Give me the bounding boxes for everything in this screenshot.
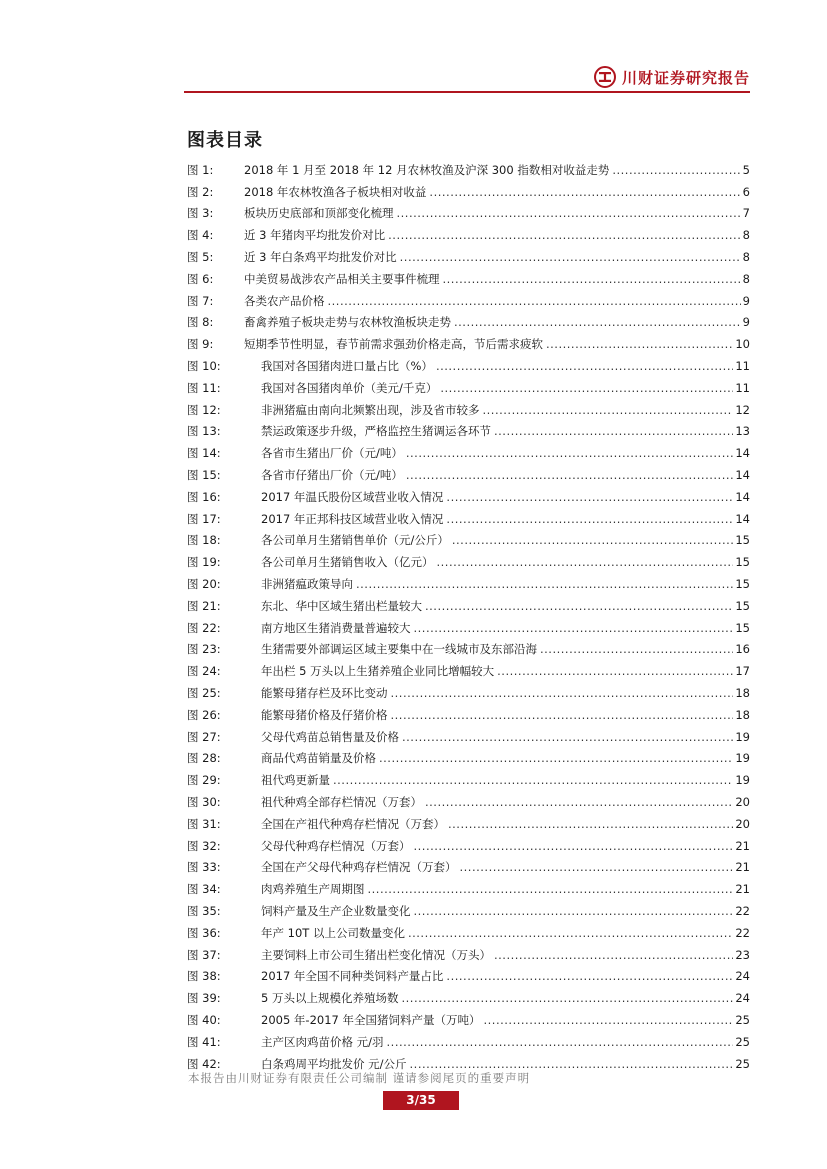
toc-figure-label: 图 29: bbox=[187, 773, 221, 788]
toc-entry[interactable] bbox=[187, 639, 750, 661]
toc-page-number: 22 bbox=[735, 903, 750, 918]
toc-page-number: 9 bbox=[742, 315, 750, 330]
toc-dot-leader bbox=[410, 1057, 734, 1071]
toc-entry[interactable] bbox=[187, 748, 750, 770]
toc-dot-leader bbox=[379, 751, 733, 765]
toc-figure-label: 图 6: bbox=[187, 271, 214, 286]
toc-entry[interactable] bbox=[187, 181, 750, 203]
toc-figure-label: 图 30: bbox=[187, 795, 221, 809]
toc-figure-title: 非洲猪瘟政策导向 bbox=[261, 577, 353, 592]
toc-page-number: 14 bbox=[735, 468, 750, 483]
toc-page-number: 9 bbox=[742, 293, 750, 308]
toc-figure-label: 图 35: bbox=[187, 903, 221, 918]
toc-entry[interactable] bbox=[187, 442, 750, 464]
toc-page-number: 21 bbox=[735, 838, 750, 853]
toc-entry[interactable] bbox=[187, 813, 750, 835]
toc-page-number: 21 bbox=[735, 882, 750, 897]
toc-dot-leader bbox=[406, 468, 733, 482]
toc-figure-label: 图 7: bbox=[187, 293, 214, 308]
toc-entry-body bbox=[244, 707, 750, 723]
toc-entry-body bbox=[244, 729, 750, 745]
toc-dot-leader bbox=[497, 664, 733, 678]
toc-dot-leader bbox=[443, 272, 741, 286]
toc-dot-leader bbox=[446, 512, 733, 526]
toc-dot-leader bbox=[388, 228, 741, 242]
toc-dot-leader bbox=[425, 795, 733, 809]
toc-figure-label: 图 8: bbox=[187, 315, 214, 330]
toc-entry[interactable] bbox=[187, 377, 750, 399]
toc-entry-body bbox=[244, 271, 750, 287]
toc-entry[interactable] bbox=[187, 355, 750, 377]
toc-figure-title: 近 3 年白条鸡平均批发价对比 bbox=[244, 250, 397, 265]
toc-page-number: 15 bbox=[735, 555, 750, 570]
toc-entry[interactable] bbox=[187, 944, 750, 966]
toc-figure-title: 各公司单月生猪销售单价（元/公斤） bbox=[261, 533, 449, 548]
toc-page-number: 25 bbox=[735, 1034, 750, 1049]
toc-entry[interactable] bbox=[187, 1031, 750, 1053]
toc-dot-leader bbox=[391, 686, 734, 700]
toc-page-number: 24 bbox=[735, 991, 750, 1006]
toc-entry-body bbox=[244, 249, 750, 265]
footer-disclaimer: 本报告由川财证券有限责任公司编制 谨请参阅尾页的重要声明 bbox=[188, 1071, 531, 1085]
toc-entry-body bbox=[244, 402, 750, 418]
toc-entry-body bbox=[244, 336, 750, 352]
toc-figure-label: 图 38: bbox=[187, 969, 221, 984]
toc-dot-leader bbox=[446, 490, 733, 504]
toc-page-number: 17 bbox=[735, 664, 750, 679]
toc-figure-label: 图 13: bbox=[187, 424, 221, 439]
toc-entry[interactable] bbox=[187, 399, 750, 421]
brand-logo bbox=[594, 66, 750, 88]
toc-figure-label: 图 24: bbox=[187, 664, 221, 679]
toc-figure-title: 2005 年-2017 年全国猪饲料产量（万吨） bbox=[261, 1012, 481, 1027]
toc-dot-leader bbox=[387, 1035, 734, 1049]
toc-figure-title: 我国对各国猪肉单价（美元/千克） bbox=[261, 380, 438, 395]
toc-figure-label: 图 3: bbox=[187, 206, 214, 221]
toc-figure-label: 图 26: bbox=[187, 707, 221, 722]
chuancai-logo-icon bbox=[594, 66, 616, 88]
toc-figure-title: 能繁母猪价格及仔猪价格 bbox=[261, 707, 388, 722]
toc-entry[interactable] bbox=[187, 333, 750, 355]
toc-entry[interactable] bbox=[187, 900, 750, 922]
toc-dot-leader bbox=[425, 599, 733, 613]
toc-entry-body bbox=[244, 903, 750, 919]
toc-dot-leader bbox=[454, 315, 741, 329]
toc-dot-leader bbox=[406, 446, 733, 460]
toc-entry[interactable] bbox=[187, 464, 750, 486]
toc-page-number: 13 bbox=[735, 424, 750, 439]
toc-entry[interactable] bbox=[187, 508, 750, 530]
toc-dot-leader bbox=[368, 882, 734, 896]
toc-figure-title: 我国对各国猪肉进口量占比（%） bbox=[261, 359, 433, 374]
toc-figure-title: 父母代鸡苗总销售量及价格 bbox=[261, 729, 399, 744]
header-divider bbox=[184, 91, 750, 93]
toc-figure-label: 图 33: bbox=[187, 860, 221, 875]
toc-entry-body bbox=[244, 947, 750, 963]
toc-page-number: 20 bbox=[735, 816, 750, 831]
toc-figure-label: 图 14: bbox=[187, 446, 221, 461]
toc-entry[interactable] bbox=[187, 573, 750, 595]
page-number-badge: 3/35 bbox=[383, 1091, 459, 1110]
toc-page-number: 20 bbox=[735, 795, 750, 809]
toc-entry[interactable] bbox=[187, 1009, 750, 1031]
toc-figure-label: 图 2: bbox=[187, 184, 214, 199]
toc-figure-title: 短期季节性明显，春节前需求强劲价格走高，节后需求疲软 bbox=[244, 337, 543, 352]
toc-page-number: 15 bbox=[735, 533, 750, 548]
toc-figure-label: 图 36: bbox=[187, 925, 221, 940]
toc-entry[interactable] bbox=[187, 965, 750, 987]
toc-entry[interactable] bbox=[187, 682, 750, 704]
toc-entry-body bbox=[244, 358, 750, 374]
toc-entry-body bbox=[244, 881, 750, 897]
toc-entry-body bbox=[244, 838, 750, 854]
brand-name: 川财证券研究报告 bbox=[621, 68, 750, 87]
toc-figure-label: 图 39: bbox=[187, 991, 221, 1006]
toc-figure-label: 图 16: bbox=[187, 489, 221, 504]
toc-figure-title: 能繁母猪存栏及环比变动 bbox=[261, 686, 388, 701]
toc-dot-leader bbox=[401, 991, 733, 1005]
toc-figure-label: 图 12: bbox=[187, 402, 221, 417]
toc-entry[interactable] bbox=[187, 312, 750, 334]
toc-figure-label: 图 32: bbox=[187, 838, 221, 853]
toc-figure-label: 图 11: bbox=[187, 380, 221, 395]
toc-figure-title: 全国在产父母代种鸡存栏情况（万套） bbox=[261, 860, 457, 875]
toc-page-number: 14 bbox=[735, 511, 750, 526]
toc-dot-leader bbox=[484, 1013, 734, 1027]
toc-entry-body bbox=[244, 794, 750, 810]
toc-figure-label: 图 5: bbox=[187, 250, 214, 265]
toc-figure-label: 图 15: bbox=[187, 468, 221, 483]
toc-figure-label: 图 37: bbox=[187, 947, 221, 962]
toc-entry-body bbox=[244, 968, 750, 984]
toc-figure-title: 全国在产祖代种鸡存栏情况（万套） bbox=[261, 816, 445, 831]
toc-dot-leader bbox=[494, 948, 733, 962]
toc-dot-leader bbox=[408, 926, 733, 940]
toc-page-number: 23 bbox=[735, 947, 750, 962]
toc-figure-label: 图 31: bbox=[187, 816, 221, 831]
toc-page-number: 18 bbox=[735, 707, 750, 722]
toc-entry[interactable] bbox=[187, 704, 750, 726]
toc-entry-body bbox=[244, 1012, 750, 1028]
toc-figure-label: 图 21: bbox=[187, 598, 221, 613]
toc-figure-label: 图 1: bbox=[187, 162, 214, 177]
toc-entry[interactable] bbox=[187, 791, 750, 813]
toc-dot-leader bbox=[440, 381, 733, 395]
toc-page-number: 19 bbox=[735, 751, 750, 766]
toc-figure-title: 禁运政策逐步升级，严格监控生猪调运各环节 bbox=[261, 424, 491, 439]
toc-entry-body bbox=[244, 1034, 750, 1050]
toc-figure-label: 图 23: bbox=[187, 642, 221, 657]
toc-figure-title: 祖代鸡更新量 bbox=[261, 773, 330, 788]
toc-figure-label: 图 41: bbox=[187, 1034, 221, 1049]
toc-figure-label: 图 20: bbox=[187, 577, 221, 592]
toc-entry[interactable] bbox=[187, 617, 750, 639]
toc-dot-leader bbox=[429, 185, 740, 199]
toc-figure-label: 图 28: bbox=[187, 751, 221, 766]
toc-entry-body bbox=[244, 293, 750, 309]
toc-figure-title: 畜禽养殖子板块走势与农林牧渔板块走势 bbox=[244, 315, 451, 330]
toc-figure-title: 年产 10T 以上公司数量变化 bbox=[261, 925, 405, 940]
toc-page-number: 25 bbox=[735, 1056, 750, 1071]
toc-entry[interactable] bbox=[187, 224, 750, 246]
toc-dot-leader bbox=[448, 817, 733, 831]
toc-entry-body bbox=[244, 620, 750, 636]
toc-page-number: 14 bbox=[735, 446, 750, 461]
toc-figure-label: 图 18: bbox=[187, 533, 221, 548]
toc-entry-body bbox=[244, 489, 750, 505]
toc-entry[interactable] bbox=[187, 595, 750, 617]
toc-figure-title: 主产区肉鸡苗价格 元/羽 bbox=[261, 1034, 384, 1049]
toc-page-number: 16 bbox=[735, 642, 750, 657]
toc-entry-body bbox=[244, 532, 750, 548]
toc-figure-title: 中美贸易战涉农产品相关主要事件梳理 bbox=[244, 271, 440, 286]
toc-dot-leader bbox=[452, 533, 733, 547]
toc-page-number: 7 bbox=[742, 206, 750, 221]
toc-page-number: 5 bbox=[742, 162, 750, 177]
toc-entry[interactable] bbox=[187, 530, 750, 552]
toc-entry-body bbox=[244, 925, 750, 941]
toc-figure-title: 2018 年 1 月至 2018 年 12 月农林牧渔及沪深 300 指数相对收益走势 bbox=[244, 162, 610, 177]
toc-entry-body bbox=[244, 816, 750, 832]
toc-page-number: 15 bbox=[735, 577, 750, 592]
toc-entry-body bbox=[244, 598, 750, 614]
toc-dot-leader bbox=[483, 403, 734, 417]
toc-figure-label: 图 27: bbox=[187, 729, 221, 744]
toc-figure-title: 年出栏 5 万头以上生猪养殖企业同比增幅较大 bbox=[261, 664, 495, 679]
toc-figure-title: 各类农产品价格 bbox=[244, 293, 325, 308]
toc-dot-leader bbox=[494, 424, 733, 438]
toc-entry-body bbox=[244, 184, 750, 200]
toc-dot-leader bbox=[414, 839, 734, 853]
toc-figure-title: 2017 年正邦科技区域营业收入情况 bbox=[261, 511, 444, 526]
toc-entry-body bbox=[244, 162, 750, 178]
toc-figure-title: 板块历史底部和顶部变化梳理 bbox=[244, 206, 394, 221]
toc-entry-body bbox=[244, 511, 750, 527]
toc-dot-leader bbox=[400, 250, 741, 264]
toc-entry[interactable] bbox=[187, 835, 750, 857]
toc-figure-title: 2017 年温氏股份区域营业收入情况 bbox=[261, 489, 444, 504]
toc-figure-title: 主要饲料上市公司生猪出栏变化情况（万头） bbox=[261, 947, 491, 962]
toc-figure-title: 祖代种鸡全部存栏情况（万套） bbox=[261, 795, 422, 809]
toc-entry[interactable] bbox=[187, 203, 750, 225]
toc-figure-title: 肉鸡养殖生产周期图 bbox=[261, 882, 365, 897]
toc-entry-body bbox=[244, 554, 750, 570]
toc-figure-label: 图 10: bbox=[187, 359, 221, 374]
toc-entry[interactable] bbox=[187, 922, 750, 944]
toc-figure-title: 生猪需要外部调运区域主要集中在一线城市及东部沿海 bbox=[261, 642, 537, 657]
toc-entry[interactable] bbox=[187, 726, 750, 748]
toc-figure-title: 各公司单月生猪销售收入（亿元） bbox=[261, 555, 434, 570]
toc-figure-label: 图 25: bbox=[187, 686, 221, 701]
toc-dot-leader bbox=[446, 969, 733, 983]
toc-page-number: 21 bbox=[735, 860, 750, 875]
toc-page-number: 11 bbox=[735, 380, 750, 395]
toc-title: 图表目录 bbox=[187, 130, 263, 151]
toc-page-number: 8 bbox=[742, 271, 750, 286]
toc-figure-title: 各省市生猪出厂价（元/吨） bbox=[261, 446, 403, 461]
toc-dot-leader bbox=[328, 294, 741, 308]
toc-page-number: 6 bbox=[742, 184, 750, 199]
toc-entry[interactable] bbox=[187, 551, 750, 573]
toc-dot-leader bbox=[546, 337, 733, 351]
toc-figure-title: 东北、华中区域生猪出栏量较大 bbox=[261, 598, 422, 613]
toc-figure-label: 图 19: bbox=[187, 555, 221, 570]
toc-page-number: 15 bbox=[735, 620, 750, 635]
toc-figure-label: 图 34: bbox=[187, 882, 221, 897]
toc-entry-body bbox=[244, 227, 750, 243]
toc-page-number: 10 bbox=[735, 337, 750, 352]
toc-dot-leader bbox=[436, 359, 733, 373]
toc-page-number: 8 bbox=[742, 250, 750, 265]
toc-entry-body bbox=[244, 859, 750, 875]
toc-figure-title: 商品代鸡苗销量及价格 bbox=[261, 751, 376, 766]
toc-entry-body bbox=[244, 641, 750, 657]
toc-entry-body bbox=[244, 445, 750, 461]
toc-entry[interactable] bbox=[187, 290, 750, 312]
toc-figure-title: 白条鸡周平均批发价 元/公斤 bbox=[261, 1056, 407, 1071]
toc-entry-body bbox=[244, 314, 750, 330]
toc-page-number: 19 bbox=[735, 773, 750, 788]
toc-page-number: 24 bbox=[735, 969, 750, 984]
toc-figure-title: 近 3 年猪肉平均批发价对比 bbox=[244, 228, 386, 243]
toc-page-number: 14 bbox=[735, 489, 750, 504]
toc-entry[interactable] bbox=[187, 268, 750, 290]
toc-dot-leader bbox=[414, 904, 734, 918]
toc-figure-label: 图 42: bbox=[187, 1056, 221, 1071]
toc-figure-title: 父母代种鸡存栏情况（万套） bbox=[261, 838, 411, 853]
toc-dot-leader bbox=[460, 860, 734, 874]
toc-page-number: 25 bbox=[735, 1012, 750, 1027]
toc-page-number: 15 bbox=[735, 598, 750, 613]
toc-entry-body bbox=[244, 663, 750, 679]
toc-figure-label: 图 22: bbox=[187, 620, 221, 635]
toc-entry[interactable] bbox=[187, 769, 750, 791]
toc-page-number: 18 bbox=[735, 686, 750, 701]
toc-page-number: 12 bbox=[735, 402, 750, 417]
toc-figure-label: 图 9: bbox=[187, 337, 214, 352]
toc-entry[interactable] bbox=[187, 159, 750, 181]
toc-entry[interactable] bbox=[187, 857, 750, 879]
toc-dot-leader bbox=[333, 773, 733, 787]
toc-figure-title: 2018 年农林牧渔各子板块相对收益 bbox=[244, 184, 427, 199]
toc-figure-label: 图 17: bbox=[187, 511, 221, 526]
toc-entry[interactable] bbox=[187, 660, 750, 682]
toc-entry-body bbox=[244, 423, 750, 439]
toc-figure-label: 图 40: bbox=[187, 1012, 221, 1027]
toc-entry[interactable] bbox=[187, 421, 750, 443]
toc-entry-body bbox=[244, 772, 750, 788]
toc-figure-label: 图 4: bbox=[187, 228, 214, 243]
toc-dot-leader bbox=[391, 708, 734, 722]
toc-dot-leader bbox=[540, 642, 733, 656]
toc-entry-body bbox=[244, 205, 750, 221]
toc-figure-title: 非洲猪瘟由南向北频繁出现，涉及省市较多 bbox=[261, 402, 480, 417]
toc-dot-leader bbox=[414, 621, 734, 635]
toc-dot-leader bbox=[437, 555, 734, 569]
toc-entry[interactable] bbox=[187, 878, 750, 900]
toc-figure-title: 2017 年全国不同种类饲料产量占比 bbox=[261, 969, 444, 984]
toc-entry-body bbox=[244, 990, 750, 1006]
toc-figure-title: 各省市仔猪出厂价（元/吨） bbox=[261, 468, 403, 483]
toc-dot-leader bbox=[397, 206, 741, 220]
figure-toc-list bbox=[187, 159, 750, 1074]
toc-dot-leader bbox=[402, 730, 733, 744]
toc-entry-body bbox=[244, 685, 750, 701]
toc-entry[interactable] bbox=[187, 486, 750, 508]
toc-page-number: 22 bbox=[735, 925, 750, 940]
toc-entry-body bbox=[244, 750, 750, 766]
toc-dot-leader bbox=[356, 577, 733, 591]
toc-figure-title: 5 万头以上规模化养殖场数 bbox=[261, 991, 399, 1006]
toc-page-number: 8 bbox=[742, 228, 750, 243]
toc-entry-body bbox=[244, 380, 750, 396]
toc-figure-title: 南方地区生猪消费量普遍较大 bbox=[261, 620, 411, 635]
toc-dot-leader bbox=[612, 163, 740, 177]
toc-page-number: 11 bbox=[735, 359, 750, 374]
toc-entry-body bbox=[244, 576, 750, 592]
toc-entry-body bbox=[244, 467, 750, 483]
toc-entry[interactable] bbox=[187, 246, 750, 268]
toc-page-number: 19 bbox=[735, 729, 750, 744]
toc-entry[interactable] bbox=[187, 987, 750, 1009]
toc-figure-title: 饲料产量及生产企业数量变化 bbox=[261, 903, 411, 918]
